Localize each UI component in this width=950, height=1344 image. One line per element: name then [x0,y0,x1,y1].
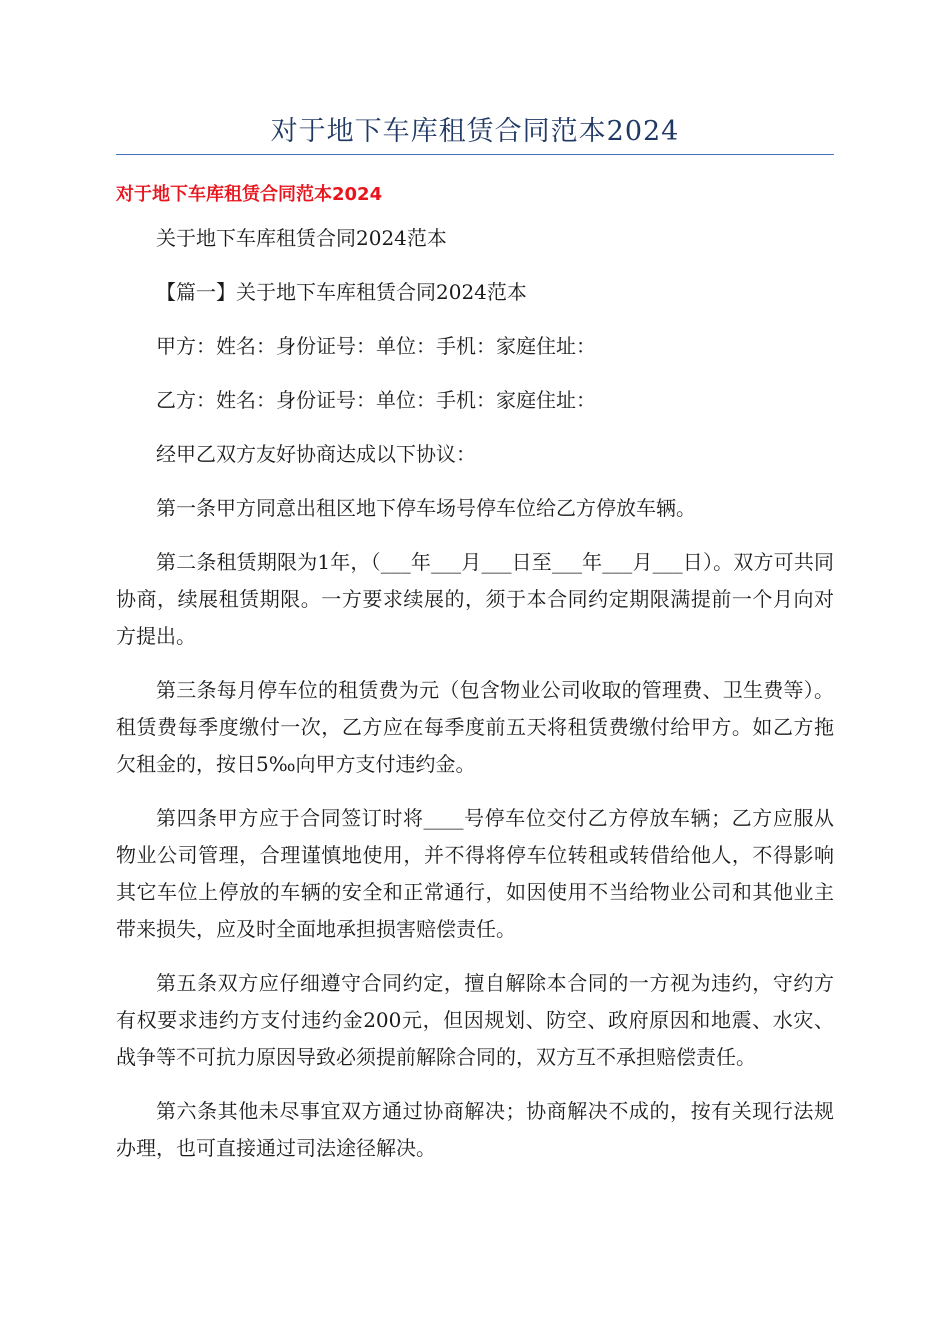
paragraph-section-title: 【篇一】关于地下车库租赁合同2024范本 [156,280,527,304]
header-divider [116,154,834,155]
document-heading: 对于地下车库租赁合同范本2024 [116,184,383,205]
page-header-title: 对于地下车库租赁合同范本2024 [270,116,680,147]
paragraph-intro: 关于地下车库租赁合同2024范本 [156,226,447,250]
paragraph-article-5: 第五条双方应仔细遵守合同约定，擅自解除本合同的一方视为违约，守约方有权要求违约方支付违约金200元，但因规划、防空、政府原因和地震、水灾、战争等不可抗力原因导致必须提前解除合同的，双方互不承担赔偿责任。 [116,971,834,1069]
paragraph-party-a: 甲方：姓名：身份证号：单位：手机：家庭住址： [156,334,596,358]
paragraph-party-b: 乙方：姓名：身份证号：单位：手机：家庭住址： [156,388,596,412]
paragraph-article-2: 第二条租赁期限为1年，（___年___月___日至___年___月___日）。双方可共同协商，续展租赁期限。一方要求续展的，须于本合同约定期限满提前一个月向对方提出。 [116,550,834,648]
document-body [116,220,834,1184]
paragraph-agreement: 经甲乙双方友好协商达成以下协议： [156,442,476,466]
paragraph-article-1: 第一条甲方同意出租区地下停车场号停车位给乙方停放车辆。 [156,496,696,520]
paragraph-article-3: 第三条每月停车位的租赁费为元（包含物业公司收取的管理费、卫生费等）。租赁费每季度缴付一次，乙方应在每季度前五天将租赁费缴付给甲方。如乙方拖欠租金的，按日5‰向甲方支付违约金。 [116,678,834,776]
paragraph-article-6: 第六条其他未尽事宜双方通过协商解决；协商解决不成的，按有关现行法规办理，也可直接通过司法途径解决。 [116,1099,834,1160]
paragraph-article-4: 第四条甲方应于合同签订时将____号停车位交付乙方停放车辆；乙方应服从物业公司管理，合理谨慎地使用，并不得将停车位转租或转借给他人，不得影响其它车位上停放的车辆的安全和正常通行，如因使用不当给物业公司和其他业主带来损失，应及时全面地承担损害赔偿责任。 [116,806,834,941]
